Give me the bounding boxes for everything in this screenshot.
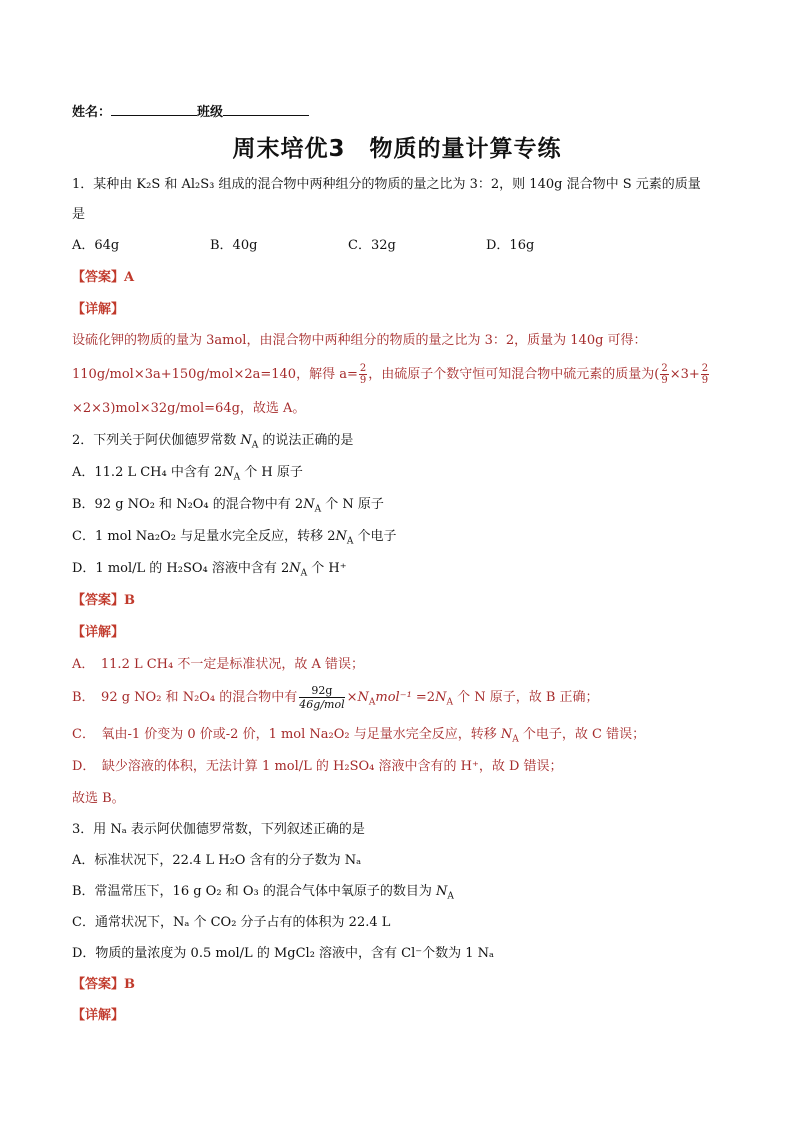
frac-denominator: 9 xyxy=(661,375,668,386)
q1-detail-text: ，由硫原子个数守恒可知混合物中硫元素的质量为( xyxy=(368,367,660,382)
q2-stem-text: 2．下列关于阿伏伽德罗常数 xyxy=(72,433,241,448)
q3-answer: 【答案】B xyxy=(72,977,135,992)
fraction-2-9 xyxy=(660,363,668,386)
q2-conclusion: 故选 B。 xyxy=(72,791,125,806)
page-title: 周末培优3 物质的量计算专练 xyxy=(232,136,562,162)
na-subscript: A xyxy=(233,472,241,483)
q2-option-a xyxy=(72,464,303,487)
q2-detail-c xyxy=(72,726,645,749)
class-blank[interactable] xyxy=(223,103,309,116)
q1-option-c: C．32g xyxy=(348,238,396,253)
q2-detail-text: B． 92 g NO₂ 和 N₂O₄ 的混合物中有 xyxy=(72,690,298,705)
q2-detail-text: 个电子，故 C 错误； xyxy=(518,727,646,742)
q2-detail-text: 个 N 原子，故 B 正确； xyxy=(452,690,599,705)
name-blank[interactable] xyxy=(111,103,197,116)
na-subscript: A xyxy=(251,440,259,451)
q2-detail-d: D． 缺少溶液的体积，无法计算 1 mol/L 的 H₂SO₄ 溶液中含有的 H⁺，故 D 错误； xyxy=(72,759,563,774)
frac-numerator: 2 xyxy=(661,363,668,374)
q3-option-b xyxy=(72,883,454,906)
fraction-92g-46gmol xyxy=(299,684,344,711)
q1-detail-text: ×3+ xyxy=(669,367,700,382)
q1-detail-text: 110g/mol×3a+150g/mol×2a=140，解得 a= xyxy=(72,367,358,382)
na-symbol: N xyxy=(500,727,513,742)
name-label: 姓名： xyxy=(72,105,112,120)
q1-detail-tag: 【详解】 xyxy=(72,302,125,317)
q2-stem xyxy=(72,432,353,455)
na-symbol: N xyxy=(335,529,347,544)
frac-numerator: 2 xyxy=(359,363,367,374)
class-label: 班级 xyxy=(197,105,224,120)
q2-opt-text: D．1 mol/L 的 H₂SO₄ 溶液中含有 2 xyxy=(72,561,290,576)
q2-option-c xyxy=(72,528,397,551)
frac-numerator: 2 xyxy=(701,363,709,374)
na-subscript: A xyxy=(512,734,519,745)
q1-option-d: D．16g xyxy=(486,238,535,253)
q2-opt-text: 个 H⁺ xyxy=(307,561,347,576)
q2-detail-a: A． 11.2 L CH₄ 不一定是标准状况，故 A 错误； xyxy=(72,657,365,672)
q1-answer: 【答案】A xyxy=(72,270,135,285)
q1-option-b: B．40g xyxy=(210,238,258,253)
fraction-2-9 xyxy=(701,363,709,386)
q3-stem: 3．用 Nₐ 表示阿伏伽德罗常数，下列叙述正确的是 xyxy=(72,822,365,837)
student-info-line xyxy=(72,103,309,122)
frac-denominator: 9 xyxy=(359,375,367,386)
q2-opt-text: B．92 g NO₂ 和 N₂O₄ 的混合物中有 2 xyxy=(72,497,304,512)
q1-detail-line1: 设硫化钾的物质的量为 3amol，由混合物中两种组分的物质的量之比为 3：2，质量为 140g 可得： xyxy=(72,333,647,348)
na-subscript: A xyxy=(346,536,354,547)
na-subscript: A xyxy=(447,891,454,902)
q2-detail-text: mol⁻¹ xyxy=(375,690,412,705)
q2-detail-b xyxy=(72,684,599,712)
na-symbol: N xyxy=(435,884,448,899)
na-symbol: N xyxy=(435,690,447,705)
na-symbol: N xyxy=(222,465,234,480)
q2-option-b xyxy=(72,496,384,519)
q2-detail-text: =2 xyxy=(411,690,436,705)
q3-option-c: C．通常状况下，Nₐ 个 CO₂ 分子占有的体积为 22.4 L xyxy=(72,915,391,930)
na-subscript: A xyxy=(300,568,308,579)
q2-opt-text: 个 H 原子 xyxy=(240,465,303,480)
q3-option-a: A．标准状况下，22.4 L H₂O 含有的分子数为 Nₐ xyxy=(72,853,362,868)
na-subscript: A xyxy=(446,697,453,708)
q2-opt-text: 个 N 原子 xyxy=(321,497,384,512)
q1-stem-line2: 是 xyxy=(72,207,86,222)
q3-detail-tag: 【详解】 xyxy=(72,1008,125,1023)
q2-stem-text: 的说法正确的是 xyxy=(258,433,354,448)
na-subscript: A xyxy=(314,504,322,515)
q2-detail-text: × xyxy=(346,690,358,705)
q3-opt-text: B．常温常压下，16 g O₂ 和 O₃ 的混合气体中氧原子的数目为 xyxy=(72,884,436,899)
q3-option-d: D．物质的量浓度为 0.5 mol/L 的 MgCl₂ 溶液中，含有 Cl⁻个数为 1 Nₐ xyxy=(72,946,495,961)
q2-detail-text: C． 氧由-1 价变为 0 价或-2 价，1 mol Na₂O₂ 与足量水完全反应，转移 xyxy=(72,727,501,742)
q2-option-d xyxy=(72,560,347,583)
q2-opt-text: A．11.2 L CH₄ 中含有 2 xyxy=(72,465,223,480)
frac-numerator: 92g xyxy=(299,684,344,698)
q2-opt-text: C．1 mol Na₂O₂ 与足量水完全反应，转移 2 xyxy=(72,529,336,544)
q2-opt-text: 个电子 xyxy=(353,529,397,544)
frac-denominator: 46g/mol xyxy=(299,698,345,711)
q1-detail-line3: ×2×3)mol×32g/mol=64g，故选 A。 xyxy=(72,401,306,416)
frac-denominator: 9 xyxy=(701,375,709,386)
na-symbol: N xyxy=(303,497,315,512)
fraction-2-9 xyxy=(359,363,367,386)
na-symbol: N xyxy=(289,561,301,576)
na-symbol: N xyxy=(357,690,369,705)
q1-option-a: A．64g xyxy=(72,238,120,253)
q1-stem-line1: 1．某种由 K₂S 和 Al₂S₃ 组成的混合物中两种组分的物质的量之比为 3：2，则 140g 混合物中 S 元素的质量 xyxy=(72,177,701,192)
q2-answer: 【答案】B xyxy=(72,593,135,608)
q1-detail-line2 xyxy=(72,363,710,386)
na-symbol: N xyxy=(240,433,252,448)
q2-detail-tag: 【详解】 xyxy=(72,625,125,640)
na-subscript: A xyxy=(368,697,376,708)
